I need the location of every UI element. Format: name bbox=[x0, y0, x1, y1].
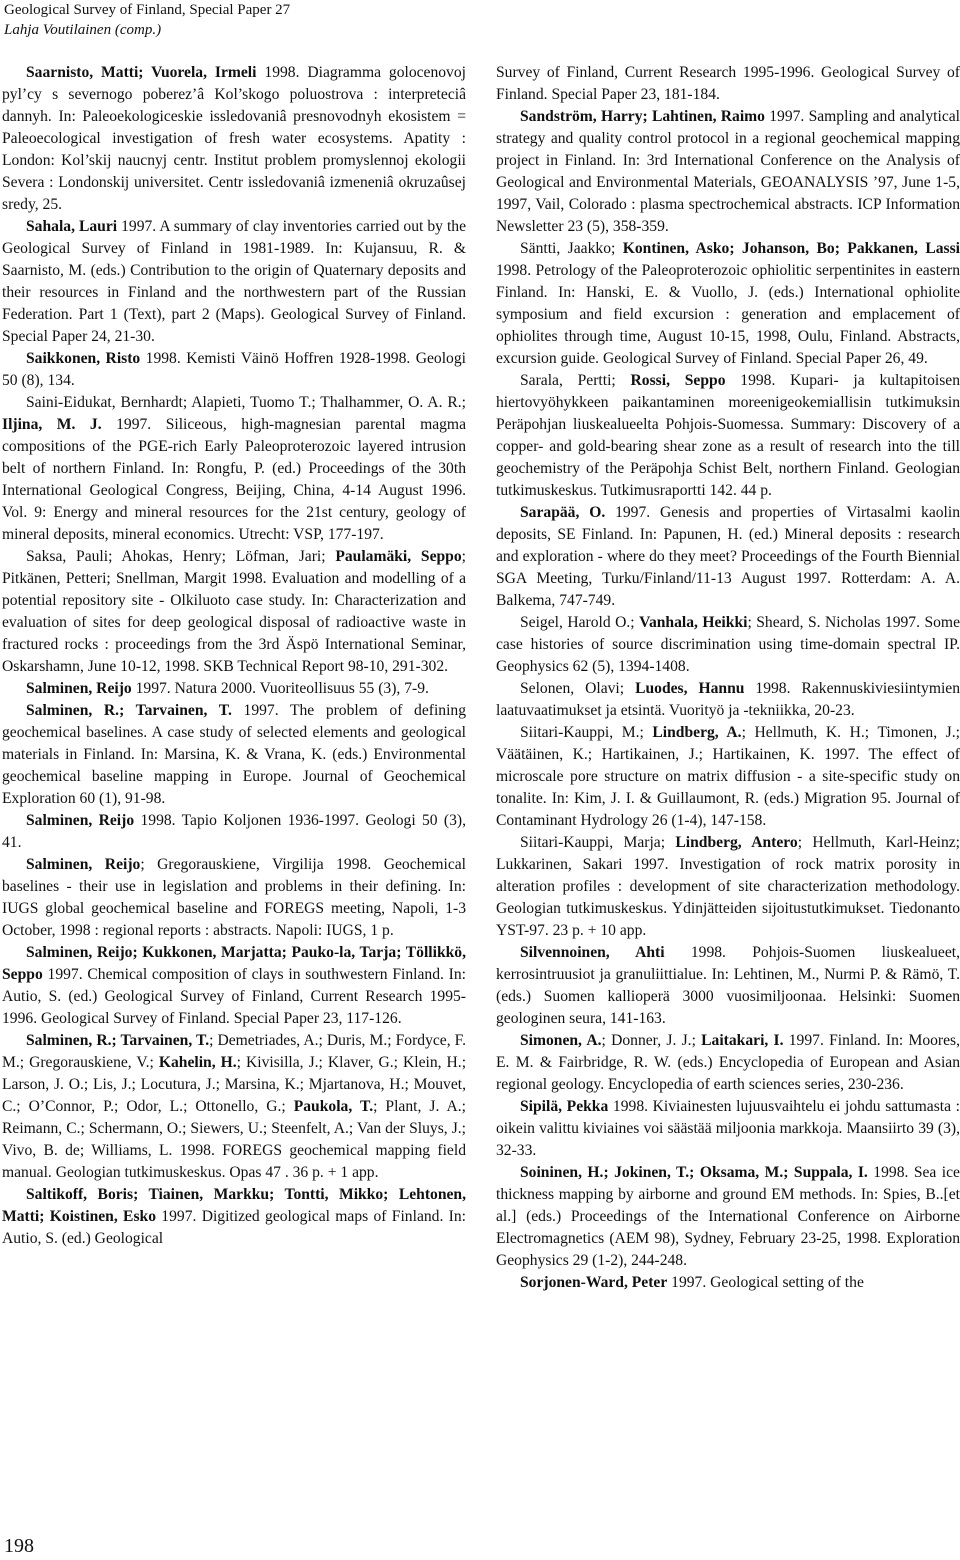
reference-text: 1998. Pohjois-Suomen liuskealueet, kerrosintruusiot ja granuliittialue. In: Lehtinen, M., Nurmi P. & Rämö, T. (eds.) Suomen kallioperä 3000 vuosimiljoonaa. Helsinki: Suomen geologinen seura, 141-163. bbox=[496, 944, 960, 1027]
reference-text: ; Demetriades, A.; Duris, M.; Fordyce, F. M.; Gregorauskiene, V.; bbox=[2, 1032, 466, 1071]
reference-entry bbox=[496, 612, 960, 678]
reference-text: ; Gregorauskiene, Virgilija 1998. Geochemical baselines - their use in legislation and problems in their defining. In: IUGS global geochemical baseline and FOREGS meeting, Napoli, 1-3 October, 1998 : regional reports : abstracts. Napoli: IUGS, 1 p. bbox=[2, 856, 466, 939]
reference-entry bbox=[2, 810, 466, 854]
reference-entry bbox=[496, 502, 960, 612]
reference-authors: Kontinen, Asko; Johanson, Bo; Pakkanen, Lassi bbox=[622, 240, 960, 257]
reference-text: 1998. Petrology of the Paleoproterozoic ophiolitic serpentinites in eastern Finland. In: Hanski, E. & Vuollo, J. (eds.) International ophiolite symposium and field excursion : generation and emplacement of ophiolites through time, August 10-15, 1998, Oulu, Finland. Abstracts, excursion guide. Geological Survey of Finland. Special Paper 26, 49. bbox=[496, 262, 960, 367]
reference-authors: Salminen, R.; Tarvainen, T. bbox=[26, 1032, 210, 1049]
reference-text: ; Hellmuth, Karl-Heinz; Lukkarinen, Sakari 1997. Investigation of rock matrix porosity in alteration profiles : development of site characterization methodology. Geologian tutkimuskeskus. Ydinjätteiden sijoitustutkimukset. Tiedonanto YST-97. 23 p. + 10 app. bbox=[496, 834, 960, 939]
reference-authors: Salminen, Reijo bbox=[26, 812, 135, 829]
reference-text: 1998. Kemisti Väinö Hoffren 1928-1998. Geologi 50 (8), 134. bbox=[2, 350, 466, 389]
reference-authors: Salminen, Reijo; Kukkonen, Marjatta; Pauko-la, Tarja; Töllikkö, Seppo bbox=[2, 944, 466, 983]
reference-text: 1998. Rakennuskiviesiintymien laatuvaatimukset ja etsintä. Vuorityö ja -tekniikka, 20-23. bbox=[496, 680, 960, 719]
reference-entry bbox=[2, 854, 466, 942]
reference-text: Siitari-Kauppi, M.; bbox=[520, 724, 653, 741]
running-header bbox=[4, 0, 290, 40]
reference-text: 1997. Sampling and analytical strategy and quality control protocol in a regional geochemical mapping project in Finland. In: 3rd International Conference on the Analysis of Geological and Environmental Materials, GEOANALYSIS ’97, June 1-5, 1997, Vail, Colorado : plasma spectrochemical abstracts. ICP Information Newsletter 23 (5), 358-359. bbox=[496, 108, 960, 235]
reference-authors: Rossi, Seppo bbox=[630, 372, 726, 389]
reference-text: 1997. Digitized geological maps of Finland. In: Autio, S. (ed.) Geological bbox=[2, 1208, 466, 1247]
reference-text: Seigel, Harold O.; bbox=[520, 614, 640, 631]
reference-entry bbox=[496, 106, 960, 238]
reference-text: 1998. Kupari- ja kultapitoisen hiertovyöhykkeen paikantaminen moreenigeokemiallisin tutkimuksin Peräpohjan liuskealueelta Pohjois-Suomessa. Summary: Discovery of a copper- and gold-bearing shear zone as a result of research into the till geochemistry of the Peräpohja Schist Belt, northern Finland. Geologian tutkimuskeskus. Tutkimusraportti 142. 44 p. bbox=[496, 372, 960, 499]
reference-text: Siitari-Kauppi, Marja; bbox=[520, 834, 676, 851]
reference-authors: Sahala, Lauri bbox=[26, 218, 118, 235]
left-column bbox=[2, 62, 466, 1250]
reference-entry bbox=[496, 832, 960, 942]
reference-entry bbox=[2, 392, 466, 546]
reference-entry bbox=[496, 942, 960, 1030]
reference-entry bbox=[496, 1272, 960, 1294]
reference-authors: Saikkonen, Risto bbox=[26, 350, 141, 367]
reference-entry bbox=[2, 1030, 466, 1184]
reference-text: 1998. Sea ice thickness mapping by airborne and ground EM methods. In: Spies, B..[et al.] (eds.) Proceedings of the International Conference on Airborne Electromagnetics (AEM 98), Sydney, February 23-25, 1998. Exploration Geophysics 29 (1-2), 244-248. bbox=[496, 1164, 960, 1269]
reference-authors: Salminen, Reijo bbox=[26, 680, 132, 697]
reference-entry bbox=[496, 238, 960, 370]
reference-text: ; Donner, J. J.; bbox=[601, 1032, 702, 1049]
reference-authors: Paulamäki, Seppo bbox=[335, 548, 462, 565]
reference-text: 1997. Siliceous, high-magnesian parental magma compositions of the PGE-rich Early Paleoproterozoic layered intrusion belt of northern Finland. In: Rongfu, P. (ed.) Proceedings of the 30th International Geological Congress, Beijing, China, 4-14 August 1996. Vol. 9: Energy and mineral resources for the 21st century, geology of mineral deposits, mineral economics. Utrecht: VSP, 177-197. bbox=[2, 416, 466, 543]
reference-authors: Saarnisto, Matti; Vuorela, Irmeli bbox=[26, 64, 257, 81]
reference-entry bbox=[2, 348, 466, 392]
reference-text: ; Hellmuth, K. H.; Timonen, J.; Väätäinen, K.; Hartikainen, J.; Hartikainen, K. 1997. The effect of microscale pore structure on matrix diffusion - a site-specific study on tonalite. In: Kim, J. I. & Guillaumont, R. (eds.) Migration 95. Journal of Contaminant Hydrology 26 (1-4), 147-158. bbox=[496, 724, 960, 829]
reference-text: Säntti, Jaakko; bbox=[520, 240, 623, 257]
reference-text: ; Pitkänen, Petteri; Snellman, Margit 1998. Evaluation and modelling of a potential repository site - Olkiluoto case study. In: Characterization and evaluation of sites for deep geological disposal of radioactive waste in fractured rocks : proceedings from the 3rd Äspö International Seminar, Oskarshamn, June 10-12, 1998. SKB Technical Report 98-10, 291-302. bbox=[2, 548, 466, 675]
reference-entry bbox=[496, 678, 960, 722]
reference-entry bbox=[496, 1030, 960, 1096]
page-number: 198 bbox=[4, 1535, 34, 1557]
reference-text: ; Plant, J. A.; Reimann, C.; Schermann, O.; Siewers, U.; Steenfelt, A.; Van der Sluys, J.; Vivo, B. de; Williams, L. 1998. FOREGS geochemical mapping field manual. Geologian tutkimuskeskus. Opas 47 . 36 p. + 1 app. bbox=[2, 1098, 466, 1181]
reference-authors: Soininen, H.; Jokinen, T.; Oksama, M.; Suppala, I. bbox=[520, 1164, 868, 1181]
reference-authors: Vanhala, Heikki bbox=[639, 614, 748, 631]
reference-text: Selonen, Olavi; bbox=[520, 680, 636, 697]
reference-text: 1997. The problem of defining geochemical baselines. A case study of selected elements and geological materials in Finland. In: Marsina, K. & Vrana, K. (eds.) Environmental geochemical baseline mapping in Europe. Journal of Geochemical Exploration 60 (1), 91-98. bbox=[2, 702, 466, 807]
reference-entry bbox=[2, 942, 466, 1030]
reference-authors: Sandström, Harry; Lahtinen, Raimo bbox=[520, 108, 765, 125]
reference-authors: Laitakari, I. bbox=[701, 1032, 784, 1049]
reference-text: 1997. Geological setting of the bbox=[667, 1274, 864, 1291]
reference-entry bbox=[2, 62, 466, 216]
reference-text: 1997. Finland. In: Moores, E. M. & Fairbridge, R. W. (eds.) Encyclopedia of European and Asian regional geology. Encyclopedia of earth sciences series, 230-236. bbox=[496, 1032, 960, 1093]
reference-text: Sarala, Pertti; bbox=[520, 372, 631, 389]
reference-entry bbox=[496, 1096, 960, 1162]
reference-authors: Kahelin, H. bbox=[158, 1054, 237, 1071]
reference-text: 1997. A summary of clay inventories carried out by the Geological Survey of Finland in 1981-1989. In: Kujansuu, R. & Saarnisto, M. (eds.) Contribution to the origin of Quaternary deposits and their resources in Finland and the northwestern part of the Russian Federation. Part 1 (Text), part 2 (Maps). Geological Survey of Finland. Special Paper 24, 21-30. bbox=[2, 218, 466, 345]
reference-authors: Lindberg, Antero bbox=[675, 834, 798, 851]
reference-entry bbox=[2, 700, 466, 810]
reference-text: Survey of Finland, Current Research 1995-1996. Geological Survey of Finland. Special Paper 23, 181-184. bbox=[496, 64, 960, 103]
reference-text: 1997. Chemical composition of clays in southwestern Finland. In: Autio, S. (ed.) Geological Survey of Finland, Current Research 1995-1996. Geological Survey of Finland. Special Paper 23, 117-126. bbox=[2, 966, 466, 1027]
reference-authors: Luodes, Hannu bbox=[635, 680, 745, 697]
reference-authors: Saltikoff, Boris; Tiainen, Markku; Tontti, Mikko; Lehtonen, Matti; Koistinen, Esko bbox=[2, 1186, 466, 1225]
reference-authors: Silvennoinen, Ahti bbox=[520, 944, 665, 961]
reference-authors: Salminen, Reijo bbox=[26, 856, 141, 873]
reference-authors: Sipilä, Pekka bbox=[520, 1098, 609, 1115]
reference-entry bbox=[2, 1184, 466, 1250]
reference-entry bbox=[2, 546, 466, 678]
reference-authors: Paukola, T. bbox=[293, 1098, 374, 1115]
reference-authors: Simonen, A. bbox=[520, 1032, 602, 1049]
reference-text: Saini-Eidukat, Bernhardt; Alapieti, Tuomo T.; Thalhammer, O. A. R.; bbox=[26, 394, 466, 411]
reference-entry bbox=[496, 1162, 960, 1272]
reference-text: 1998. Kiviainesten lujuusvaihtelu ei johdu sattumasta : oikein valittu kiviaines voi säästää miljoonia markkoja. Maansiirto 39 (3), 32-33. bbox=[496, 1098, 960, 1159]
reference-text: 1998. Diagramma golocenovoj pyl’cy s severnogo poberez’â Kol’skogo poluostrova : interpreteciâ dannyh. In: Paleoekologiceskie issledovaniâ presnovodnyh ekosistem = Paleoecological investigation of fresh water ecosystems. Apatity : London: Kol’skij naucnyj centr. Institut problem promyslennoj ekologii Severa : Londonskij universitet. Centr issledovaniâ izmeneniâ okruzaûsej sredy, 25. bbox=[2, 64, 466, 213]
right-column bbox=[496, 62, 960, 1294]
journal-title: Geological Survey of Finland, Special Paper 27 bbox=[4, 2, 291, 18]
reference-text: ; Kivisilla, J.; Klaver, G.; Klein, H.; Larson, J. O.; Lis, J.; Locutura, J.; Marsina, K.; Mjartanova, H.; Mouvet, C.; O’Connor, P.; Odor, L.; Ottonello, G.; bbox=[2, 1054, 467, 1115]
reference-authors: Iljina, M. J. bbox=[2, 416, 102, 433]
editor-line: Lahja Voutilainen (comp.) bbox=[4, 22, 162, 38]
reference-authors: Sorjonen-Ward, Peter bbox=[520, 1274, 668, 1291]
reference-entry bbox=[2, 216, 466, 348]
reference-authors: Sarapää, O. bbox=[520, 504, 606, 521]
reference-entry bbox=[496, 62, 960, 106]
reference-entry bbox=[496, 370, 960, 502]
reference-text: Saksa, Pauli; Ahokas, Henry; Löfman, Jari; bbox=[26, 548, 336, 565]
reference-authors: Salminen, R.; Tarvainen, T. bbox=[26, 702, 232, 719]
reference-text: 1998. Tapio Koljonen 1936-1997. Geologi 50 (3), 41. bbox=[2, 812, 466, 851]
reference-text: ; Sheard, S. Nicholas 1997. Some case histories of source discrimination using time-domain spectral IP. Geophysics 62 (5), 1394-1408. bbox=[496, 614, 960, 675]
reference-authors: Lindberg, A. bbox=[652, 724, 742, 741]
reference-text: 1997. Genesis and properties of Virtasalmi kaolin deposits, SE Finland. In: Papunen, H. (ed.) Mineral deposits : research and exploration - where do they meet? Proceedings of the Fourth Biennial SGA Meeting, Turku/Finland/11-13 August 1997. Rotterdam: A. A. Balkema, 747-749. bbox=[496, 504, 960, 609]
reference-entry bbox=[496, 722, 960, 832]
reference-text: 1997. Natura 2000. Vuoriteollisuus 55 (3), 7-9. bbox=[131, 680, 429, 697]
reference-entry bbox=[2, 678, 466, 700]
